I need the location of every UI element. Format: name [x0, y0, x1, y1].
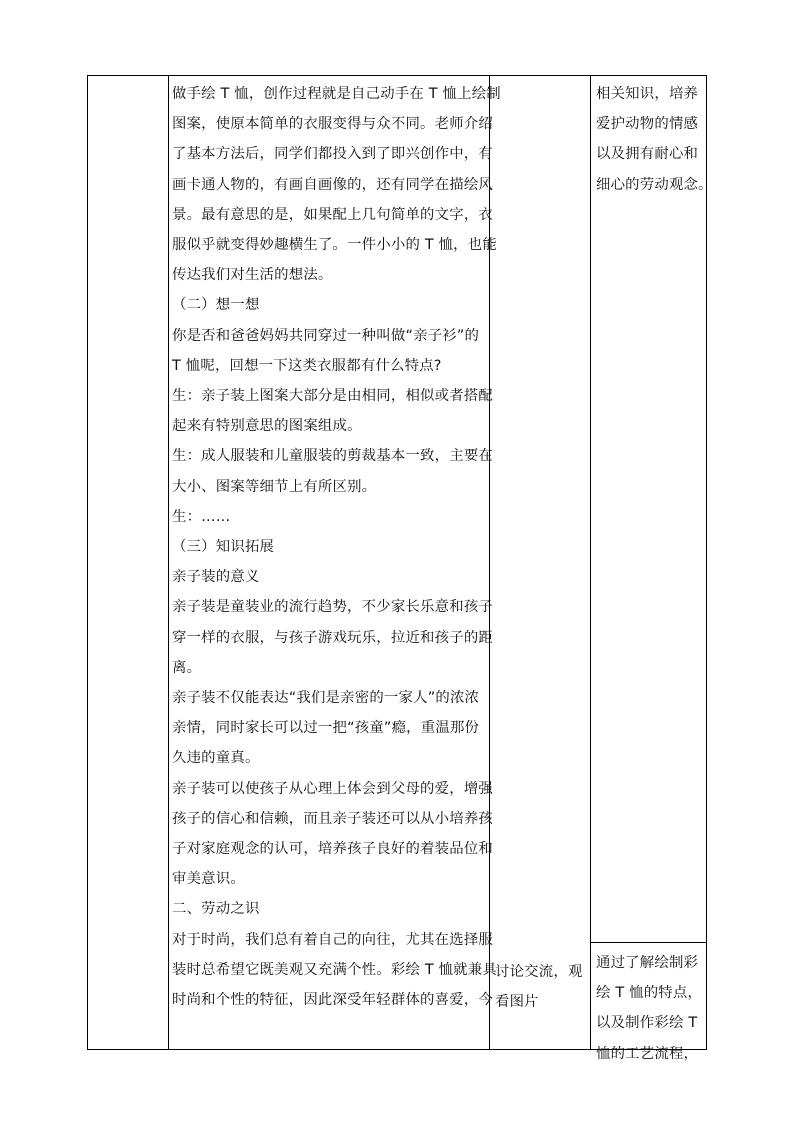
design-intent-bottom-line: 以及制作彩绘 T: [596, 1015, 698, 1032]
main-content-line: 亲情，同时家长可以过一把“孩童”瘾，重温那份: [172, 720, 480, 737]
design-intent-top-line: 相关知识，培养: [596, 86, 699, 102]
main-content-line: 对于时尚，我们总有着自己的向往，尤其在选择服: [172, 931, 493, 948]
main-content-line: 图案，使原本简单的衣服变得与众不同。老师介绍: [172, 116, 493, 133]
column-divider-1: [168, 76, 169, 1049]
main-content-line: 久违的童真。: [172, 750, 260, 767]
main-content-line: 审美意识。: [172, 871, 245, 888]
main-content-line: 做手绘 T 恤，创作过程就是自己动手在 T 恤上绘制: [172, 86, 501, 102]
student-activity-line: 讨论交流，观: [495, 964, 583, 980]
column-divider-3: [590, 76, 591, 1049]
main-content-line: 子对家庭观念的认可，培养孩子良好的着装品位和: [172, 841, 493, 858]
design-intent-bottom-line: 通过了解绘制彩: [596, 955, 699, 971]
design-intent-cell-top: [596, 79, 713, 200]
student-activity-cell: [495, 957, 587, 1017]
main-content-line: 画卡通人物的，有画自画像的，还有同学在描绘风: [172, 176, 493, 193]
main-content-line: （二）想一想: [172, 297, 260, 314]
main-content-line: 亲子装的意义: [172, 569, 260, 586]
main-content-line: T 恤呢，回想一下这类衣服都有什么特点?: [172, 357, 442, 374]
main-content-line: 亲子装可以使孩子从心理上体会到父母的爱，增强: [172, 780, 493, 797]
main-content-line: 生：……: [172, 508, 231, 525]
row-divider-intent: [590, 942, 707, 943]
main-content-line: 你是否和爸爸妈妈共同穿过一种叫做“亲子衫”的: [172, 327, 480, 344]
main-content-line: 生：亲子装上图案大部分是由相同，相似或者搭配: [172, 388, 493, 405]
student-activity-line: 看图片: [495, 994, 539, 1011]
main-content-line: 起来有特别意思的图案组成。: [172, 418, 362, 435]
design-intent-cell-bottom: [596, 948, 706, 1069]
main-content-line: 亲子装不仅能表达“我们是亲密的一家人”的浓浓: [172, 690, 480, 707]
main-content-line: （三）知识拓展: [172, 539, 275, 556]
design-intent-bottom-line: 恤的工艺流程，: [596, 1045, 699, 1062]
main-content-line: 时尚和个性的特征，因此深受年轻群体的喜爱，今: [172, 992, 493, 1009]
main-content-line: 孩子的信心和信赖，而且亲子装还可以从小培养孩: [172, 810, 493, 827]
main-content-line: 景。最有意思的是，如果配上几句简单的文字，衣: [172, 206, 493, 223]
lesson-plan-table: [87, 75, 713, 1062]
main-content-line: 服似乎就变得妙趣横生了。一件小小的 T 恤，也能: [172, 237, 497, 254]
design-intent-bottom-line: 绘 T 恤的特点，: [596, 985, 703, 1002]
main-content-line: 穿一样的衣服，与孩子游戏玩乐，拉近和孩子的距: [172, 629, 493, 646]
main-content-line: 传达我们对生活的想法。: [172, 267, 333, 284]
main-content-line: 亲子装是童装业的流行趋势，不少家长乐意和孩子: [172, 599, 493, 616]
design-intent-top-line: 以及拥有耐心和: [596, 146, 699, 163]
design-intent-top-line: 细心的劳动观念。: [596, 176, 713, 193]
main-content-line: 装时总希望它既美观又充满个性。彩绘 T 恤就兼具: [172, 961, 497, 978]
teaching-process-cell: [172, 79, 501, 1015]
main-content-line: 二、劳动之识: [172, 901, 260, 918]
main-content-line: 离。: [172, 659, 202, 676]
main-content-line: 生：成人服装和儿童服装的剪裁基本一致，主要在: [172, 448, 493, 465]
main-content-line: 了基本方法后，同学们都投入到了即兴创作中，有: [172, 146, 493, 163]
main-content-line: 大小、图案等细节上有所区别。: [172, 478, 377, 495]
design-intent-top-line: 爱护动物的情感: [596, 116, 699, 133]
